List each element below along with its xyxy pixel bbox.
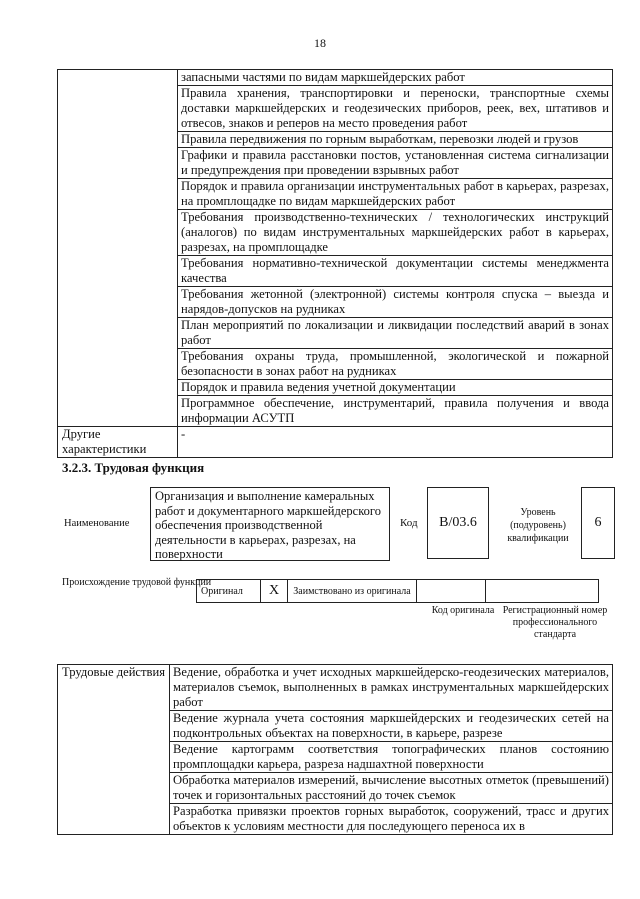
labor-action-item: Ведение журнала учета состояния маркшейдерских и геодезических сетей на подконтрольных объектах на поверхности, в карьере, разрезе bbox=[170, 711, 613, 742]
requirement-item: Требования жетонной (электронной) системы контроля спуска – выезда и нарядов-допусков на рудниках bbox=[178, 287, 613, 318]
requirement-item: Требования нормативно-технической документации системы менеджмента качества bbox=[178, 256, 613, 287]
section-title: 3.2.3. Трудовая функция bbox=[62, 460, 205, 475]
requirement-item: запасными частями по видам маркшейдерских работ bbox=[178, 70, 613, 86]
table-row bbox=[58, 665, 613, 711]
origin-table bbox=[196, 579, 599, 603]
borrowed-label: Заимствовано из оригинала bbox=[288, 580, 417, 603]
registration-number-cell bbox=[486, 580, 599, 603]
requirement-item: Правила передвижения по горным выработкам, перевозки людей и грузов bbox=[178, 132, 613, 148]
function-name-box: Организация и выполнение камеральных работ и документарного маркшейдерского обеспечения производственной деятельности в карьерах, разрезах, на поверхности bbox=[150, 487, 390, 561]
table-row bbox=[58, 427, 613, 458]
origin-label: Происхождение трудовой функции bbox=[62, 577, 212, 588]
requirement-item: Правила хранения, транспортировки и переноски, транспортные схемы доставки маркшейдерских и геодезических приборов, реек, вех, штативов и отвесов, знаков и реперов на место проведения работ bbox=[178, 86, 613, 132]
page-number: 18 bbox=[314, 36, 326, 50]
table-row bbox=[58, 70, 613, 86]
labor-actions-label: Трудовые действия bbox=[58, 665, 170, 835]
requirement-item: Порядок и правила организации инструментальных работ в карьерах, разрезах, на промплощадке по видам маркшейдерских работ bbox=[178, 179, 613, 210]
other-characteristics-label: Другие характеристики bbox=[58, 427, 178, 458]
registration-caption: Регистрационный номер профессионального стандарта bbox=[502, 605, 608, 640]
requirement-item: Требования производственно-технических / технологических инструкций (аналогов) по видам инструментальных маркшейдерских работ в карьерах, разрезах, на промплощадке bbox=[178, 210, 613, 256]
level-label: Уровень (подуровень) квалификации bbox=[507, 507, 569, 544]
original-label: Оригинал bbox=[197, 580, 261, 603]
requirement-item: Порядок и правила ведения учетной документации bbox=[178, 380, 613, 396]
labor-action-item: Ведение, обработка и учет исходных маркшейдерско-геодезических материалов, материалов съемок, выполненных в рамках инструментальных маркшейдерских работ bbox=[170, 665, 613, 711]
requirement-item: Графики и правила расстановки постов, установленная система сигнализации и предупреждения при проведении взрывных работ bbox=[178, 148, 613, 179]
requirements-table bbox=[57, 69, 613, 458]
code-caption: Код оригинала bbox=[431, 605, 495, 616]
code-label: Код bbox=[400, 517, 418, 529]
labor-action-item: Разработка привязки проектов горных выработок, сооружений, трасс и других объектов к условиям местности для последующего переноса их в bbox=[170, 804, 613, 835]
table-row bbox=[197, 580, 599, 603]
other-characteristics-value: - bbox=[178, 427, 613, 458]
requirement-item: План мероприятий по локализации и ликвидации последствий аварий в зонах работ bbox=[178, 318, 613, 349]
function-code-box: В/03.6 bbox=[427, 487, 489, 559]
name-label: Наименование bbox=[64, 518, 130, 529]
labor-action-item: Ведение картограмм соответствия топографических планов состоянию промплощадки карьера, разреза надшахтной поверхности bbox=[170, 742, 613, 773]
level-value-box: 6 bbox=[581, 487, 615, 559]
labor-action-item: Обработка материалов измерений, вычисление высотных отметок (превышений) точек и горизонтальных расстояний до точек съемок bbox=[170, 773, 613, 804]
requirement-item: Требования охраны труда, промышленной, экологической и пожарной безопасности в зонах работ на рудниках bbox=[178, 349, 613, 380]
original-mark: X bbox=[261, 580, 288, 603]
requirement-item: Программное обеспечение, инструментарий, правила получения и ввода информации АСУТП bbox=[178, 396, 613, 427]
original-code-cell bbox=[417, 580, 486, 603]
requirements-left-cell bbox=[58, 70, 178, 427]
labor-actions-table bbox=[57, 664, 613, 835]
